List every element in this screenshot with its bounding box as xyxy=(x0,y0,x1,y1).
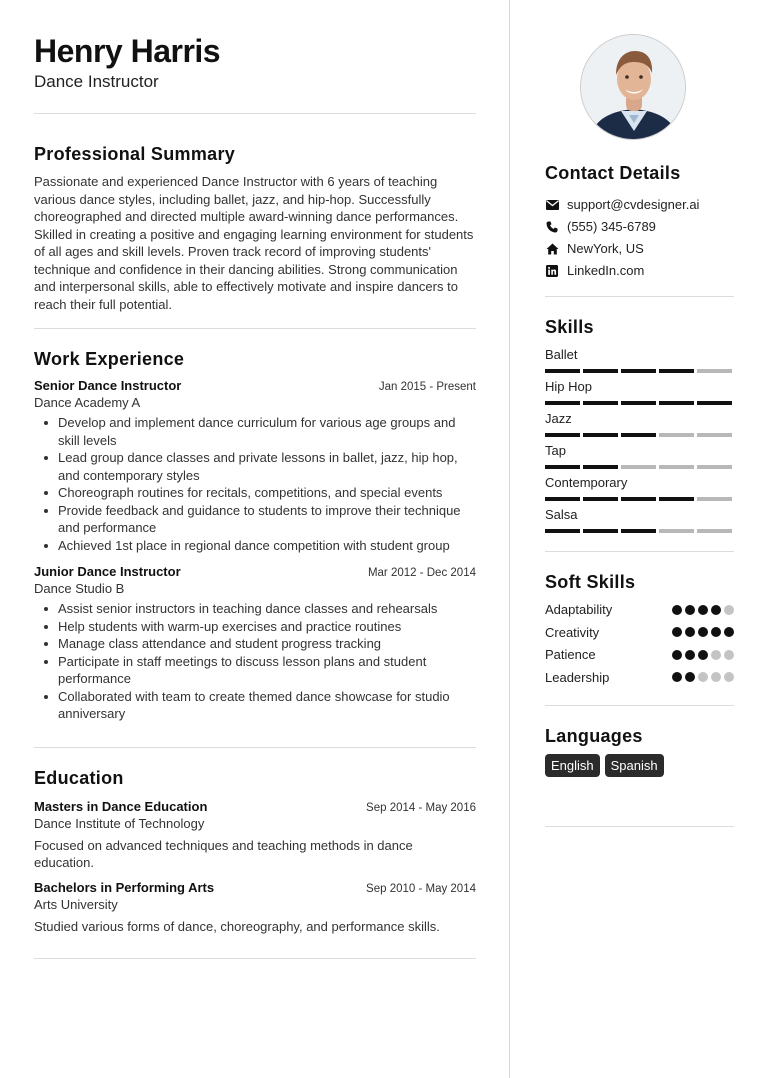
skills-heading: Skills xyxy=(545,317,594,337)
rating-dot xyxy=(711,627,721,637)
skill-level-segment xyxy=(659,465,694,469)
contact-location xyxy=(545,241,644,256)
skill-level-segment xyxy=(659,369,694,373)
skill-level-segment xyxy=(621,497,656,501)
rating-dot xyxy=(711,672,721,682)
skill-level-segment xyxy=(621,433,656,437)
skill-level-segment xyxy=(621,369,656,373)
languages-list xyxy=(545,754,664,777)
main-column xyxy=(34,32,476,959)
skill-level-segment xyxy=(697,433,732,437)
list-item: Help students with warm-up exercises and practice routines xyxy=(34,618,476,636)
skill-level-segment xyxy=(621,401,656,405)
summary-heading: Professional Summary xyxy=(34,144,236,164)
skill-level-segment xyxy=(583,497,618,501)
skill-level-bar xyxy=(545,529,734,533)
language-tag: English xyxy=(545,754,600,777)
soft-skill-item xyxy=(545,670,734,685)
list-item: Participate in staff meetings to discuss lesson plans and student performance xyxy=(34,653,476,688)
column-divider xyxy=(509,0,510,1078)
soft-skill-label: Adaptability xyxy=(545,602,613,617)
skill-level-segment xyxy=(583,465,618,469)
rating-dot xyxy=(672,627,682,637)
divider xyxy=(545,826,734,827)
phone-icon xyxy=(545,220,559,234)
languages-heading: Languages xyxy=(545,726,643,746)
job-date: Jan 2015 - Present xyxy=(378,381,476,393)
envelope-icon xyxy=(545,198,559,212)
job-entry xyxy=(34,564,476,723)
skill-level-segment xyxy=(697,497,732,501)
education-desc: Focused on advanced techniques and teaching methods in dance education. xyxy=(34,837,413,870)
school: Arts University xyxy=(34,896,118,912)
skill-item xyxy=(545,475,734,501)
phone-text: (555) 345-6789 xyxy=(567,219,656,234)
skill-level-segment xyxy=(697,529,732,533)
job-bullets xyxy=(34,414,476,554)
skill-level-segment xyxy=(659,401,694,405)
rating-dot xyxy=(698,672,708,682)
skill-level-segment xyxy=(583,433,618,437)
rating-dot xyxy=(711,650,721,660)
location-text: NewYork, US xyxy=(567,241,644,256)
skill-level-bar xyxy=(545,465,734,469)
soft-skill-label: Leadership xyxy=(545,669,610,685)
rating-dot xyxy=(698,605,708,615)
skill-label: Salsa xyxy=(545,507,578,522)
rating-dots xyxy=(672,650,734,660)
degree: Bachelors in Performing Arts xyxy=(34,879,215,895)
list-item: Assist senior instructors in teaching dance classes and rehearsals xyxy=(34,600,476,618)
list-item: Manage class attendance and student progress tracking xyxy=(34,635,476,653)
divider xyxy=(34,328,476,329)
skill-level-segment xyxy=(545,465,580,469)
skill-level-segment xyxy=(659,433,694,437)
skill-label: Hip Hop xyxy=(545,379,592,394)
skill-label: Jazz xyxy=(545,411,572,426)
rating-dot xyxy=(724,605,734,615)
soft-skill-item xyxy=(545,647,734,662)
skill-level-segment xyxy=(697,401,732,405)
rating-dot xyxy=(672,672,682,682)
education-entry xyxy=(34,799,476,872)
email-text: support@cvdesigner.ai xyxy=(567,197,700,212)
skill-item xyxy=(545,411,734,437)
skill-level-bar xyxy=(545,497,734,501)
rating-dot xyxy=(685,650,695,660)
skill-level-bar xyxy=(545,433,734,437)
soft-skills-heading: Soft Skills xyxy=(545,572,636,592)
avatar-icon xyxy=(581,35,686,140)
skill-item xyxy=(545,507,734,533)
degree: Masters in Dance Education xyxy=(34,798,208,814)
skill-level-segment xyxy=(659,497,694,501)
rating-dot xyxy=(698,627,708,637)
education-entry xyxy=(34,880,476,936)
job-date: Mar 2012 - Dec 2014 xyxy=(367,567,476,579)
rating-dots xyxy=(672,672,734,682)
skill-level-segment xyxy=(545,433,580,437)
skill-level-segment xyxy=(697,465,732,469)
education-heading: Education xyxy=(34,767,124,788)
job-org: Dance Studio B xyxy=(34,581,125,596)
soft-skill-item xyxy=(545,602,734,617)
list-item: Collaborated with team to create themed dance showcase for studio anniversary xyxy=(34,688,476,723)
divider xyxy=(34,113,476,114)
list-item: Lead group dance classes and private lessons in ballet, jazz, hip hop, and contemporary styles xyxy=(34,449,476,484)
contact-email[interactable] xyxy=(545,197,699,212)
rating-dot xyxy=(685,672,695,682)
divider xyxy=(545,705,734,706)
rating-dots xyxy=(672,627,734,637)
contact-heading: Contact Details xyxy=(545,163,681,183)
candidate-title: Dance Instructor xyxy=(34,72,159,91)
candidate-name: Henry Harris xyxy=(34,33,221,69)
skill-level-segment xyxy=(697,369,732,373)
home-icon xyxy=(545,242,559,256)
job-bullets xyxy=(34,600,476,723)
skill-item xyxy=(545,379,734,405)
rating-dot xyxy=(711,605,721,615)
skill-item xyxy=(545,443,734,469)
soft-skill-label: Creativity xyxy=(545,624,600,640)
skill-level-segment xyxy=(659,529,694,533)
divider xyxy=(545,551,734,552)
rating-dot xyxy=(685,627,695,637)
profile-photo xyxy=(580,34,686,140)
education-desc: Studied various forms of dance, choreography, and performance skills. xyxy=(34,918,440,934)
skill-level-segment xyxy=(621,529,656,533)
soft-skill-item xyxy=(545,625,734,640)
soft-skill-label: Patience xyxy=(545,647,596,662)
education-date: Sep 2014 - May 2016 xyxy=(366,801,476,814)
rating-dot xyxy=(685,605,695,615)
job-title: Senior Dance Instructor xyxy=(34,378,182,393)
divider xyxy=(34,958,476,959)
skill-level-segment xyxy=(545,401,580,405)
skill-level-segment xyxy=(545,529,580,533)
summary-text: Passionate and experienced Dance Instructor with 6 years of teaching various dance styles, including ballet, jazz, and hip-hop. Successfully choreographed and directed multiple award-winning dance performances. Skilled in creating a positive and engaging learning environment for students of all ages and skill levels. Proven track record of improving students' technique and confidence in their dancing abilities. Strong communication and interpersonal skills, able to effectively motivate and inspire dancers to reach their full potential. xyxy=(34,174,474,312)
divider xyxy=(545,296,734,297)
list-item: Develop and implement dance curriculum for various age groups and skill levels xyxy=(34,414,476,449)
job-entry xyxy=(34,378,476,554)
skill-level-segment xyxy=(583,369,618,373)
job-title: Junior Dance Instructor xyxy=(34,564,181,579)
list-item: Provide feedback and guidance to students to improve their technique and performance xyxy=(34,502,476,537)
language-tag: Spanish xyxy=(605,754,664,777)
rating-dot xyxy=(724,650,734,660)
skill-level-segment xyxy=(545,497,580,501)
rating-dot xyxy=(698,650,708,660)
school: Dance Institute of Technology xyxy=(34,815,205,831)
skill-item xyxy=(545,347,734,373)
job-org: Dance Academy A xyxy=(34,395,141,410)
contact-linkedin[interactable] xyxy=(545,263,644,278)
divider xyxy=(34,747,476,748)
rating-dot xyxy=(724,627,734,637)
skill-label: Ballet xyxy=(545,347,578,362)
rating-dot xyxy=(672,605,682,615)
experience-heading: Work Experience xyxy=(34,349,185,369)
skill-level-bar xyxy=(545,401,734,405)
rating-dots xyxy=(672,605,734,615)
rating-dot xyxy=(724,672,734,682)
skill-label: Contemporary xyxy=(545,475,628,490)
list-item: Choreograph routines for recitals, competitions, and special events xyxy=(34,484,476,502)
contact-phone[interactable] xyxy=(545,219,656,234)
skill-level-segment xyxy=(583,401,618,405)
linkedin-icon xyxy=(545,264,559,278)
skill-level-segment xyxy=(545,369,580,373)
education-date: Sep 2010 - May 2014 xyxy=(366,882,476,895)
list-item: Achieved 1st place in regional dance competition with student group xyxy=(34,537,476,555)
skill-level-segment xyxy=(583,529,618,533)
skill-level-bar xyxy=(545,369,734,373)
linkedin-text: LinkedIn.com xyxy=(567,263,645,278)
rating-dot xyxy=(672,650,682,660)
skill-label: Tap xyxy=(545,443,566,458)
skill-level-segment xyxy=(621,465,656,469)
